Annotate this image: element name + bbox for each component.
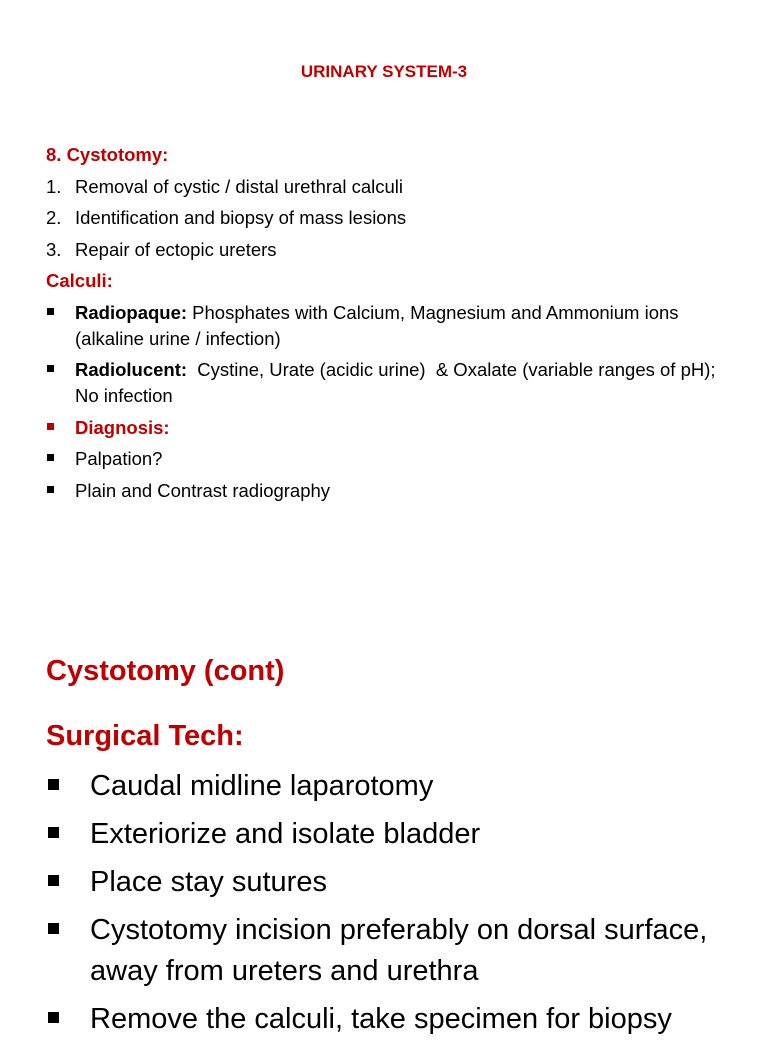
radiopaque-desc: Phosphates with Calcium, Magnesium and Ammonium ions (alkaline urine / infection): [75, 301, 679, 349]
square-bullet-icon: [46, 862, 90, 903]
square-bullet-icon: [46, 478, 75, 504]
numbered-item: [46, 174, 736, 200]
numbered-item: [46, 237, 736, 263]
diagnosis-label: Diagnosis:: [75, 416, 170, 438]
square-bullet-icon: [46, 814, 90, 855]
square-bullet-icon: [46, 766, 90, 807]
numbered-item: [46, 205, 736, 231]
red-square-bullet-icon: [46, 415, 75, 441]
slide-1-body: [46, 142, 736, 509]
square-bullet-icon: [46, 999, 90, 1040]
slide-2: [0, 560, 768, 1035]
diagnosis-list-item: [46, 446, 736, 472]
surgical-steps-list: [46, 766, 736, 1047]
step-text: Caudal midline laparotomy: [90, 770, 434, 802]
step-text: Remove the calculi, take specimen for biopsy: [90, 1003, 672, 1035]
square-bullet-icon: [46, 300, 75, 352]
step-text: Cystotomy incision preferably on dorsal surface, away from ureters and urethra: [90, 914, 708, 987]
radiopaque-text: [75, 300, 736, 352]
list-item: [46, 766, 736, 807]
radiolucent-desc: Cystine, Urate (acidic urine) & Oxalate (variable ranges of pH); No infection: [75, 359, 721, 406]
diagnosis-list-item: [46, 478, 736, 504]
square-bullet-icon: [46, 910, 90, 992]
slide-1-title: URINARY SYSTEM-3: [300, 62, 468, 81]
square-bullet-icon: [46, 357, 75, 409]
diagnosis-text: Palpation?: [75, 448, 163, 469]
item-number: 3.: [46, 238, 62, 260]
item-number: 2.: [46, 207, 62, 228]
radiolucent-text: [75, 357, 736, 409]
list-item: [46, 999, 736, 1040]
step-text: Place stay sutures: [90, 866, 327, 898]
item-text: Removal of cystic / distal urethral calculi: [75, 175, 403, 197]
item-text: Identification and biopsy of mass lesions: [75, 207, 407, 228]
item-text: Repair of ectopic ureters: [75, 238, 277, 260]
cystotomy-heading: 8. Cystotomy:: [46, 144, 169, 165]
square-bullet-icon: [46, 446, 75, 472]
radiopaque-item: [46, 300, 736, 352]
radiolucent-label: Radiolucent:: [75, 359, 188, 380]
list-item: [46, 862, 736, 903]
radiolucent-item: [46, 357, 736, 409]
slide-2-title: Cystotomy (cont): [46, 655, 285, 687]
radiopaque-label: Radiopaque:: [75, 301, 188, 323]
step-text: Exteriorize and isolate bladder: [90, 818, 481, 850]
list-item: [46, 910, 736, 992]
list-item: [46, 814, 736, 855]
calculi-heading: Calculi:: [46, 270, 113, 291]
diagnosis-item: [46, 415, 736, 441]
surgical-tech-heading: Surgical Tech:: [46, 720, 244, 752]
diagnosis-text: Plain and Contrast radiography: [75, 479, 331, 501]
item-number: 1.: [46, 175, 62, 197]
